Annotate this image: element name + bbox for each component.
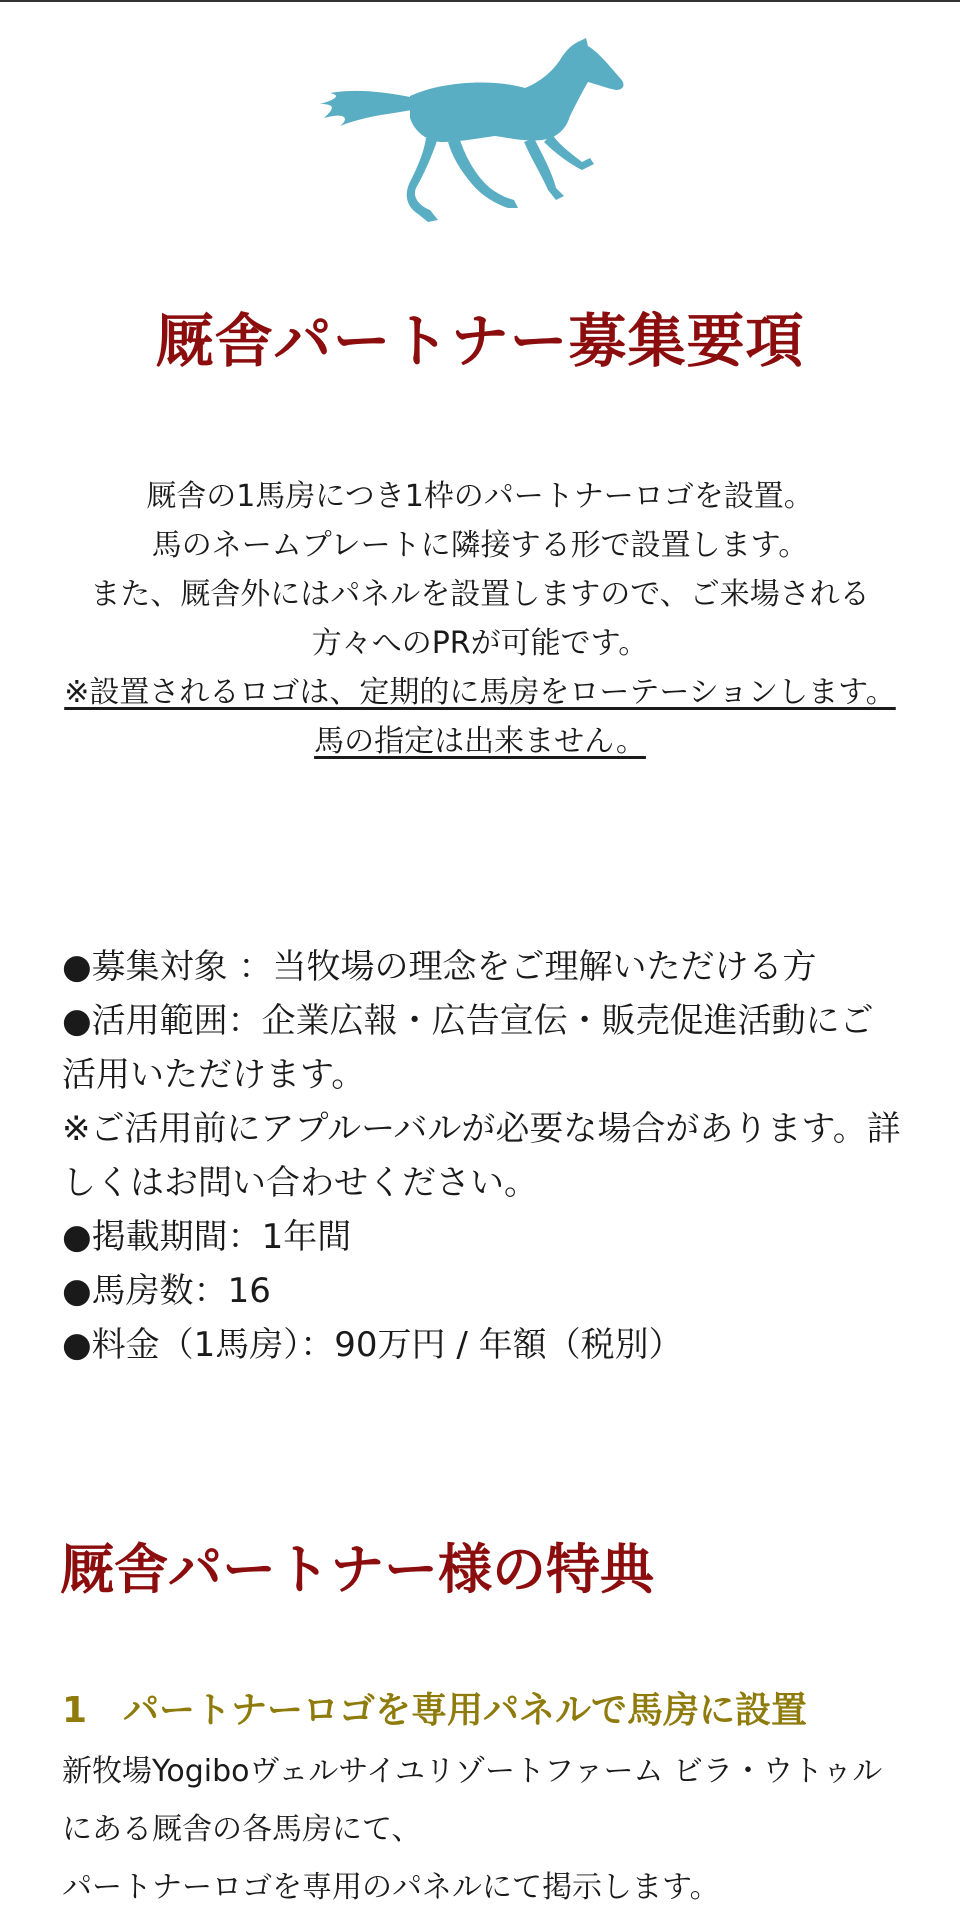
rotation-notice: ※設置されるロゴは、定期的に馬房をローテーションします。馬の指定は出来ません。 [64, 675, 896, 759]
intro-line: 馬のネームプレートに隣接する形で設置します。 [151, 528, 809, 563]
benefits-title: 厩舎パートナー様の特典 [60, 1538, 654, 1601]
detail-fee: ●料金（1馬房）：90万円 / 年額（税別） [62, 1325, 683, 1365]
detail-stall-count: ●馬房数：16 [62, 1271, 271, 1311]
page-title: 厩舎パートナー募集要項 [155, 307, 805, 375]
benefit-heading: 1 パートナーロゴを専用パネルで馬房に設置 [62, 1690, 808, 1731]
top-border [0, 0, 960, 2]
benefit-line: 新牧場Yogiboヴェルサイユリゾートファーム ビラ・ウトゥル [62, 1754, 883, 1789]
benefit-line: にある厩舎の各馬房にて、 [62, 1812, 422, 1847]
benefit-description [62, 1743, 912, 1917]
detail-target: ●募集対象 ：当牧場の理念をご理解いただける方 [62, 947, 817, 987]
benefit-line: パートナーロゴを専用のパネルにて掲示します。 [62, 1870, 720, 1905]
intro-line: 厩舎の1馬房につき1枠のパートナーロゴを設置。 [146, 479, 814, 514]
recruitment-details [62, 940, 902, 1372]
intro-line: また、厩舎外にはパネルを設置しますので、ご来場される方々へのPRが可能です。 [90, 577, 870, 661]
intro-section [62, 472, 898, 766]
running-horse-icon [320, 38, 630, 223]
detail-usage-scope: ●活用範囲：企業広報・広告宣伝・販売促進活動にご活用いただけます。 [62, 1001, 874, 1095]
detail-approval-note: ※ご活用前にアプルーバルが必要な場合があります。詳しくはお問い合わせください。 [62, 1109, 901, 1203]
detail-period: ●掲載期間：1年間 [62, 1217, 352, 1257]
